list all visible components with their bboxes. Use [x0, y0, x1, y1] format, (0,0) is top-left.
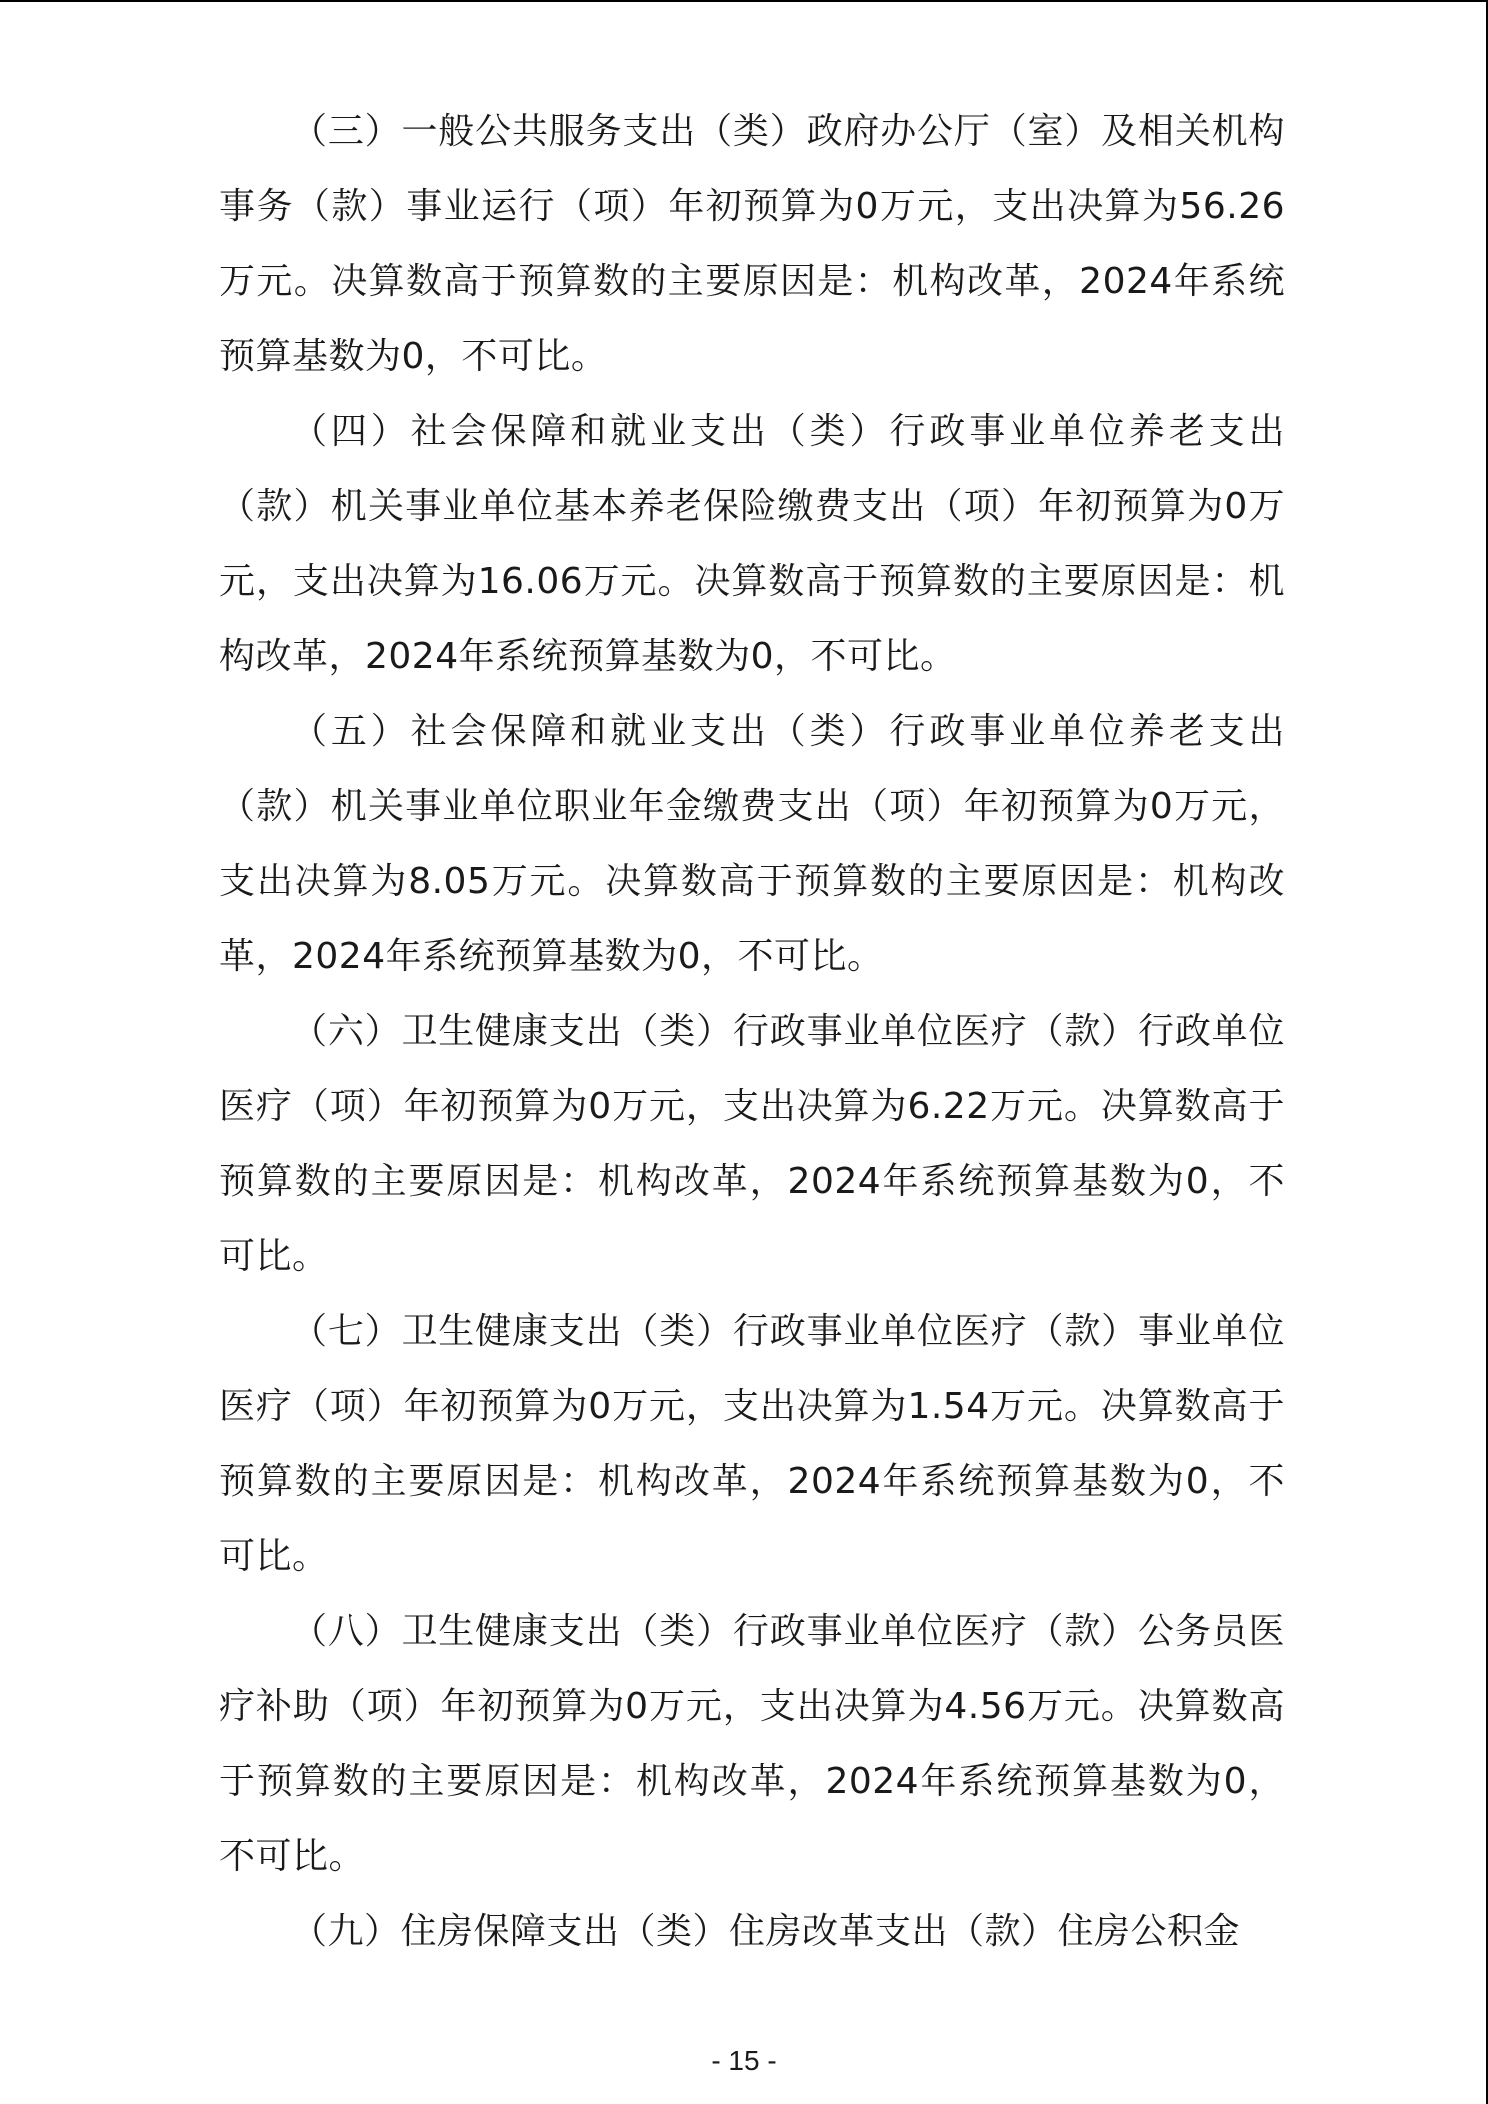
paragraph-item-5: （五）社会保障和就业支出（类）行政事业单位养老支出（款）机关事业单位职业年金缴费支出（项）年初预算为0万元，支出决算为8.05万元。决算数高于预算数的主要原因是：机构改革，2024年系统预算基数为0，不可比。 [219, 711, 1285, 977]
paragraph-item-8: （八）卫生健康支出（类）行政事业单位医疗（款）公务员医疗补助（项）年初预算为0万元，支出决算为4.56万元。决算数高于预算数的主要原因是：机构改革，2024年系统预算基数为0，不可比。 [219, 1611, 1285, 1877]
document-body [219, 94, 1285, 1969]
paragraph-item-9: （九）住房保障支出（类）住房改革支出（款）住房公积金 [291, 1911, 1241, 1952]
paragraph-item-7: （七）卫生健康支出（类）行政事业单位医疗（款）事业单位医疗（项）年初预算为0万元，支出决算为1.54万元。决算数高于预算数的主要原因是：机构改革，2024年系统预算基数为0，不可比。 [219, 1311, 1285, 1577]
paragraph-item-3: （三）一般公共服务支出（类）政府办公厅（室）及相关机构事务（款）事业运行（项）年初预算为0万元，支出决算为56.26万元。决算数高于预算数的主要原因是：机构改革，2024年系统预算基数为0，不可比。 [219, 111, 1285, 377]
paragraph-item-6: （六）卫生健康支出（类）行政事业单位医疗（款）行政单位医疗（项）年初预算为0万元，支出决算为6.22万元。决算数高于预算数的主要原因是：机构改革，2024年系统预算基数为0，不可比。 [219, 1011, 1285, 1277]
paragraph-item-4: （四）社会保障和就业支出（类）行政事业单位养老支出（款）机关事业单位基本养老保险缴费支出（项）年初预算为0万元，支出决算为16.06万元。决算数高于预算数的主要原因是：机构改革，2024年系统预算基数为0，不可比。 [219, 411, 1285, 677]
page-number: - 15 - [711, 2045, 777, 2076]
